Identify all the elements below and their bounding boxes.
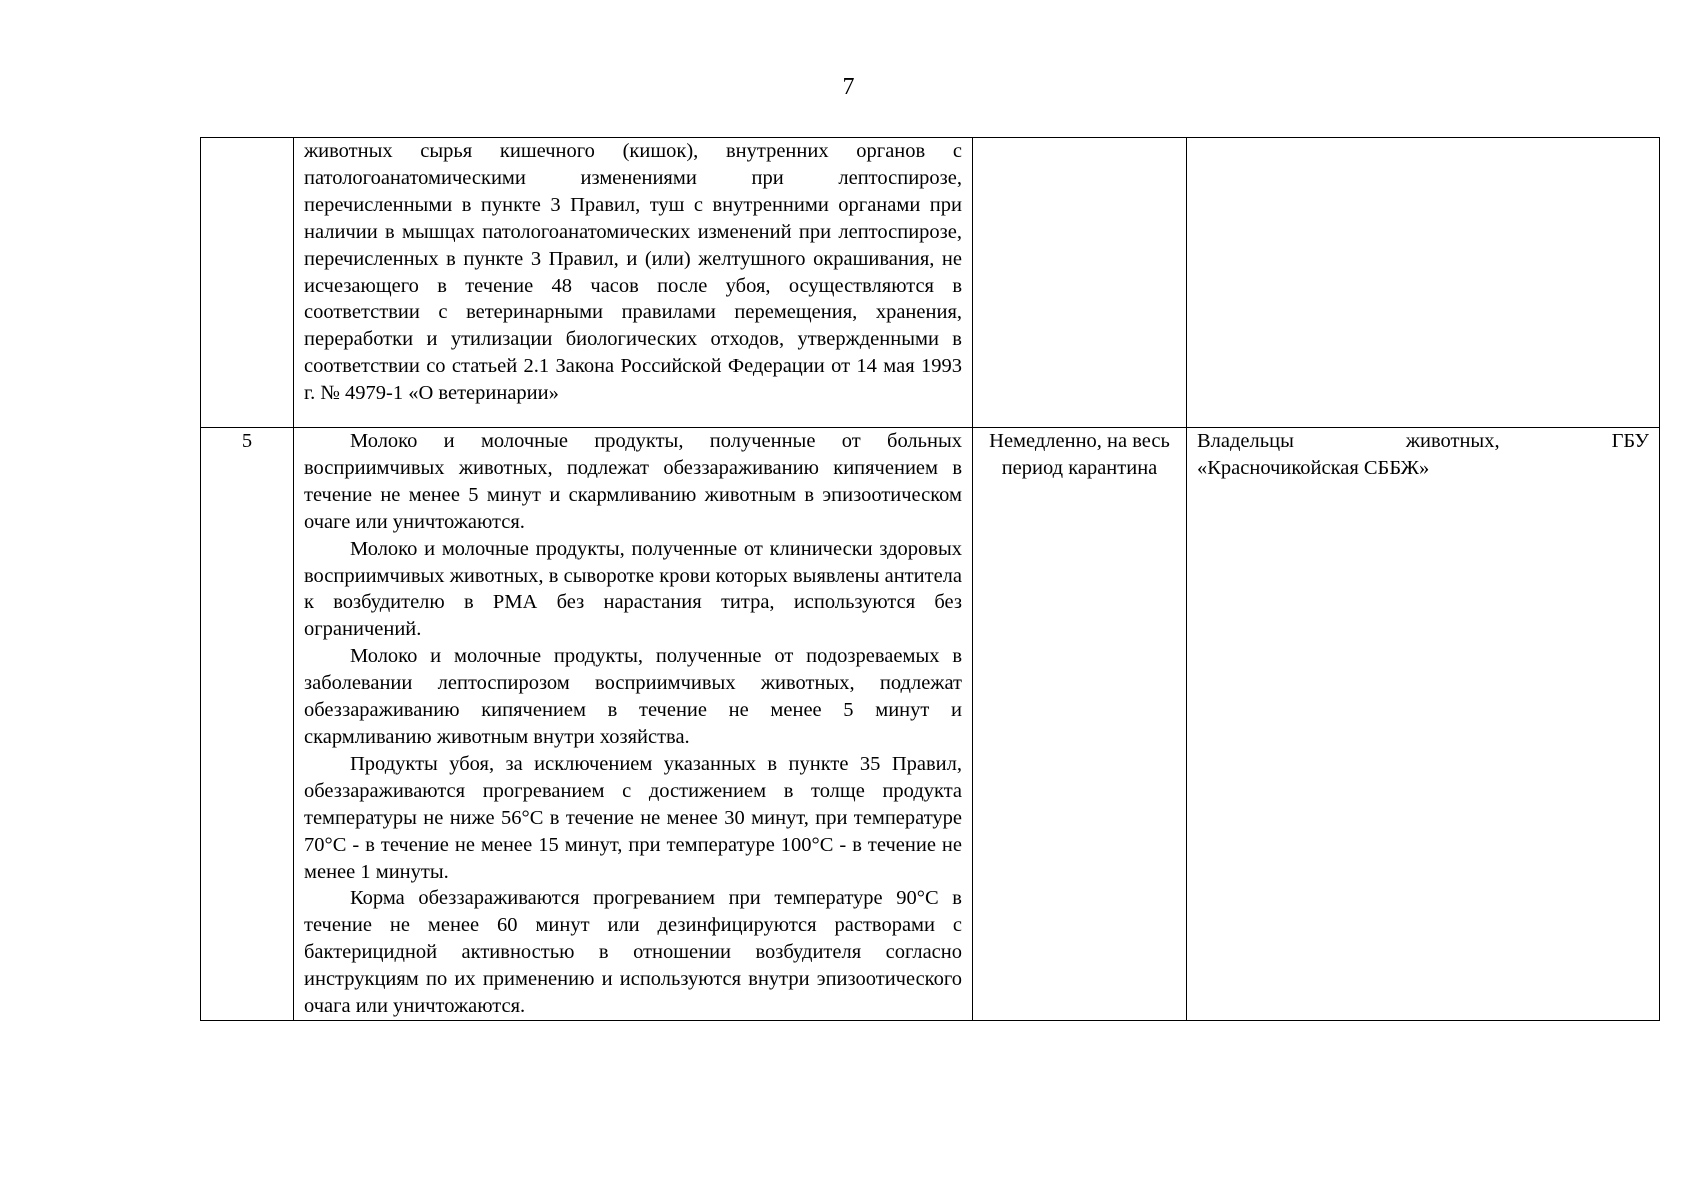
measure-paragraph: Корма обеззараживаются прогреванием при температуре 90°С в течение не менее 60 минут или дезинфицируются растворами с бактерицидной активностью в отношении возбудителя согласно инструкциям по их применению и используются внутри эпизоотического очага или уничтожаются. bbox=[304, 887, 962, 1018]
responsible-cell bbox=[1187, 428, 1660, 1021]
responsible-organization: «Красночикойская СББЖ» bbox=[1197, 456, 1430, 479]
measure-paragraph: Продукты убоя, за исключением указанных в пункте 35 Правил, обеззараживаются прогреванием с достижением в толще продукта температуры не ниже 56°С в течение не менее 30 минут, при температуре 70°С - в течение не менее 15 минут, при температуре 100°С - в течение не менее 1 минуты. bbox=[304, 752, 962, 883]
table-row bbox=[201, 428, 1660, 1021]
measure-paragraph: Молоко и молочные продукты, полученные от больных восприимчивых животных, подлежат обеззараживанию кипячением в течение не менее 5 минут и скармливанию животным в эпизоотическом очаге или уничтожаются. bbox=[304, 430, 962, 533]
page-number: 7 bbox=[842, 74, 855, 100]
row-number-cell bbox=[201, 138, 294, 428]
row-number-cell: 5 bbox=[201, 428, 294, 1021]
responsible-text: Владельцы животных, ГБУ bbox=[1197, 430, 1649, 452]
measure-paragraph: Молоко и молочные продукты, полученные от клинически здоровых восприимчивых животных, в сыворотке крови которых выявлены антитела к возбудителю в РМА без нарастания титра, используются без ограничений. bbox=[304, 537, 962, 641]
measure-paragraph: Молоко и молочные продукты, полученные от подозреваемых в заболевании лептоспирозом восприимчивых животных, подлежат обеззараживанию кипячением в течение не менее 5 минут и скармливанию животным внутри хозяйства. bbox=[304, 645, 962, 748]
measure-paragraph: животных сырья кишечного (кишок), внутренних органов с патологоанатомическими изменениями при лептоспирозе, перечисленными в пункте 3 Правил, туш с внутренними органами при наличии в мышцах патологоанатомических изменений при лептоспирозе, перечисленных в пункте 3 Правил, и (или) желтушного окрашивания, не исчезающего в течение 48 часов после убоя, осуществляются в соответствии с ветеринарными правилами перемещения, хранения, переработки и утилизации биологических отходов, утвержденными в соответствии со статьей 2.1 Закона Российской Федерации от 14 мая 1993 г. № 4979-1 «О ветеринарии» bbox=[304, 140, 962, 405]
measure-text-cell bbox=[294, 138, 973, 428]
responsible-cell bbox=[1187, 138, 1660, 428]
measures-table bbox=[200, 137, 1660, 1021]
table-row bbox=[201, 138, 1660, 428]
term-cell: Немедленно, на весь период карантина bbox=[973, 428, 1187, 1021]
term-cell bbox=[973, 138, 1187, 428]
measure-text-cell bbox=[294, 428, 973, 1021]
